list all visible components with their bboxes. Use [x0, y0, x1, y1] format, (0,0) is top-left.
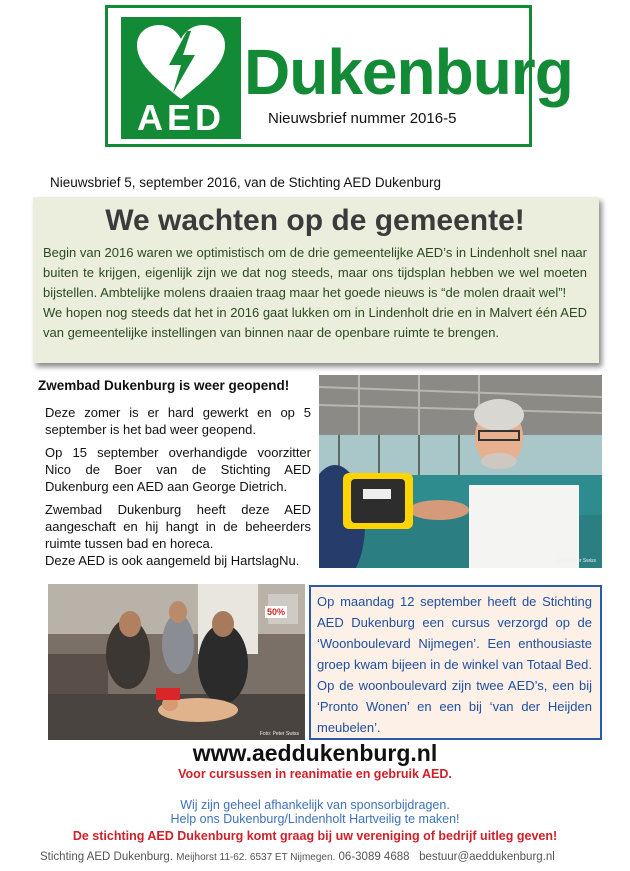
footer-contact — [40, 851, 555, 863]
zwembad-paragraph-2: Op 15 september overhandigde voorzitter Nico de Boer van de Stichting AED Dukenburg een AED aan George Dietrich. — [45, 445, 311, 494]
website-link[interactable]: www.aeddukenburg.nl — [192, 740, 438, 766]
callout-paragraph-2: We hopen nog steeds dat het in 2016 gaat lukken om in Lindenholt drie en in Malvert één AED van gemeentelijke instellingen van binnen naar de openbare ruimte te brengen. — [43, 305, 587, 340]
aed-logo — [121, 17, 241, 139]
logo-aed-text: AED — [136, 97, 225, 138]
footer-address: Meijhorst 11-62. 6537 ET Nijmegen. — [176, 852, 336, 863]
footer-org: Stichting AED Dukenburg. — [40, 851, 173, 863]
callout-paragraph-1: Begin van 2016 waren we optimistisch om de drie gemeentelijke AED’s in Lindenholt snel naar buiten te krijgen, eigenlijk zijn we dat nog steeds, maar ons tijdsplan hebben we wel moeten bijstellen. Ambtelijke molens draaien traag maar het goede nieuws is “de molen draait wel”! — [43, 245, 587, 300]
sponsor-line-2: Help ons Dukenburg/Lindenholt Hartveilig te maken! — [170, 812, 460, 826]
sponsor-line-1: Wij zijn geheel afhankelijk van sponsorbijdragen. — [180, 798, 450, 812]
zwembad-article — [45, 404, 311, 569]
tagline: Voor cursussen in reanimatie en gebruik AED. — [178, 767, 452, 781]
cpr-course-photo — [48, 584, 305, 740]
newsletter-subtitle: Nieuwsbrief 5, september 2016, van de Stichting AED Dukenburg — [50, 175, 441, 190]
headline-callout — [33, 197, 599, 363]
sale-sign: 50% — [267, 607, 286, 617]
issue-number: Nieuwsbrief nummer 2016-5 — [268, 110, 457, 127]
photo-credit: Foto: Peter Swiss — [556, 558, 596, 564]
headline: We wachten op de gemeente! — [105, 204, 525, 237]
zwembad-paragraph-1: Deze zomer is er hard gewerkt en op 5 september is het bad weer geopend. — [45, 405, 311, 437]
aed-handover-photo — [319, 375, 602, 568]
zwembad-paragraph-3: Zwembad Dukenburg heeft deze AED aangeschaft en hij hangt in de beheerders ruimte tussen bad en horeca. — [45, 502, 311, 551]
heart-lightning-icon — [135, 23, 227, 101]
zwembad-title: Zwembad Dukenburg is weer geopend! — [38, 378, 290, 393]
zwembad-paragraph-4: Deze AED is ook aangemeld bij HartslagNu. — [45, 553, 300, 568]
footer-phone: 06-3089 4688 — [338, 851, 410, 863]
photo-credit-2: Foto: Peter Swiss — [259, 731, 299, 737]
promo-line: De stichting AED Dukenburg komt graag bij uw vereniging of bedrijf uitleg geven! — [72, 829, 558, 843]
footer-email[interactable]: bestuur@aeddukenburg.nl — [419, 851, 555, 863]
newsletter-header — [105, 5, 573, 147]
brand-title: Dukenburg — [244, 36, 573, 108]
course-announcement: Op maandag 12 september heeft de Stichting AED Dukenburg een cursus verzorgd op de ‘Woonboulevard Nijmegen’. Een enthousiaste groep kwam bijeen in de winkel van Totaal Bed. Op de woonboulevard zijn twee AED’s, een bij ‘Pronto Wonen’ en een bij ‘van der Heijden meubelen’. — [309, 585, 602, 740]
